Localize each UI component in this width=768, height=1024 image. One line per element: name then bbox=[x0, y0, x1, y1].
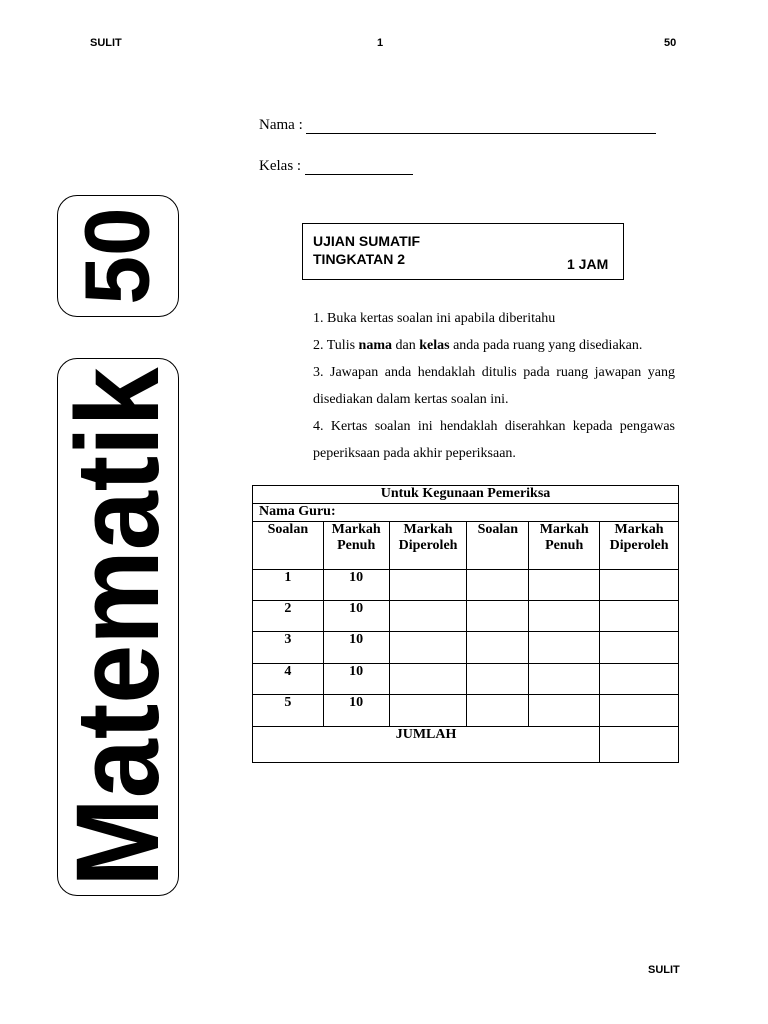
header-question-2-text: Soalan bbox=[477, 522, 519, 537]
obtained-marks-cell-2[interactable] bbox=[600, 695, 679, 727]
question-number: 2 bbox=[253, 601, 324, 632]
header-left-text: SULIT bbox=[90, 37, 122, 49]
teacher-name-cell[interactable]: Nama Guru: bbox=[253, 504, 679, 522]
table-row bbox=[253, 695, 679, 727]
full-marks-value-2 bbox=[529, 664, 600, 695]
obtained-marks-cell[interactable] bbox=[389, 570, 467, 601]
obtained-marks-cell-2[interactable] bbox=[600, 601, 679, 632]
full-marks-value: 10 bbox=[323, 601, 389, 632]
instruction-2-text-end: anda pada ruang yang disediakan. bbox=[449, 338, 643, 353]
table-row bbox=[253, 664, 679, 695]
instruction-2-text: 2. Tulis bbox=[313, 338, 359, 353]
obtained-marks-cell-2[interactable] bbox=[600, 632, 679, 664]
total-marks-cell[interactable] bbox=[600, 727, 679, 763]
name-line[interactable] bbox=[306, 119, 656, 134]
question-number: 5 bbox=[253, 695, 324, 727]
name-field[interactable] bbox=[259, 117, 656, 134]
header-full-marks-2 bbox=[529, 522, 600, 570]
obtained-marks-cell[interactable] bbox=[389, 664, 467, 695]
question-number: 4 bbox=[253, 664, 324, 695]
exam-title-box bbox=[302, 223, 624, 280]
table-row bbox=[253, 570, 679, 601]
full-marks-value: 10 bbox=[323, 570, 389, 601]
header-full-2-line1: Markah bbox=[539, 522, 589, 537]
total-row bbox=[253, 727, 679, 763]
header-question-text: Soalan bbox=[267, 522, 309, 537]
question-number: 1 bbox=[253, 570, 324, 601]
class-label: Kelas : bbox=[259, 158, 302, 174]
question-number-2 bbox=[467, 570, 529, 601]
instruction-2-bold-name: nama bbox=[358, 338, 392, 353]
question-number-2 bbox=[467, 632, 529, 664]
table-row bbox=[253, 601, 679, 632]
instructions bbox=[313, 305, 675, 467]
header-full-line1: Markah bbox=[331, 522, 381, 537]
header-question-2 bbox=[467, 522, 529, 570]
header-full-marks bbox=[323, 522, 389, 570]
obtained-marks-cell[interactable] bbox=[389, 632, 467, 664]
name-label: Nama : bbox=[259, 117, 303, 133]
paper-code-box bbox=[57, 195, 179, 317]
header-got-line1: Markah bbox=[403, 522, 453, 537]
header-got-2-line2: Diperoleh bbox=[609, 538, 669, 553]
full-marks-value-2 bbox=[529, 695, 600, 727]
total-label: JUMLAH bbox=[253, 727, 600, 763]
question-number-2 bbox=[467, 695, 529, 727]
full-marks-value: 10 bbox=[323, 695, 389, 727]
full-marks-value: 10 bbox=[323, 664, 389, 695]
question-number-2 bbox=[467, 664, 529, 695]
question-number-2 bbox=[467, 601, 529, 632]
header-question bbox=[253, 522, 324, 570]
exam-form-level: TINGKATAN 2 bbox=[313, 251, 406, 267]
header-right-code: 50 bbox=[664, 37, 677, 49]
exam-title: UJIAN SUMATIF bbox=[313, 233, 421, 249]
instruction-2 bbox=[313, 332, 675, 359]
header-full-2-line2: Penuh bbox=[545, 538, 584, 553]
instruction-4: 4. Kertas soalan ini hendaklah diserahkan kepada pengawas peperiksaan pada akhir peperiksaan. bbox=[313, 419, 675, 461]
exam-duration: 1 JAM bbox=[567, 256, 609, 272]
header-obtained-marks-2 bbox=[600, 522, 679, 570]
obtained-marks-cell-2[interactable] bbox=[600, 570, 679, 601]
question-number: 3 bbox=[253, 632, 324, 664]
obtained-marks-cell[interactable] bbox=[389, 601, 467, 632]
header-got-line2: Diperoleh bbox=[398, 538, 458, 553]
footer-right-text: SULIT bbox=[648, 964, 680, 976]
obtained-marks-cell[interactable] bbox=[389, 695, 467, 727]
class-line[interactable] bbox=[305, 160, 413, 175]
full-marks-value-2 bbox=[529, 601, 600, 632]
instruction-2-text-mid: dan bbox=[392, 338, 420, 353]
header-full-line2: Penuh bbox=[337, 538, 376, 553]
subject-box bbox=[52, 358, 184, 896]
header-got-2-line1: Markah bbox=[614, 522, 664, 537]
obtained-marks-cell-2[interactable] bbox=[600, 664, 679, 695]
subject-text: Matematik bbox=[52, 367, 184, 887]
class-field[interactable] bbox=[259, 158, 413, 175]
full-marks-value-2 bbox=[529, 632, 600, 664]
table-row bbox=[253, 632, 679, 664]
instruction-1: 1. Buka kertas soalan ini apabila diberitahu bbox=[313, 311, 556, 326]
full-marks-value: 10 bbox=[323, 632, 389, 664]
examiner-table bbox=[252, 485, 679, 763]
paper-code-text: 50 bbox=[66, 207, 169, 305]
header-obtained-marks bbox=[389, 522, 467, 570]
instruction-2-bold-class: kelas bbox=[419, 338, 450, 353]
page-number: 1 bbox=[377, 37, 384, 49]
instruction-3: 3. Jawapan anda hendaklah ditulis pada ruang jawapan yang disediakan dalam kertas soalan ini. bbox=[313, 365, 675, 407]
examiner-table-title: Untuk Kegunaan Pemeriksa bbox=[253, 486, 679, 504]
full-marks-value-2 bbox=[529, 570, 600, 601]
